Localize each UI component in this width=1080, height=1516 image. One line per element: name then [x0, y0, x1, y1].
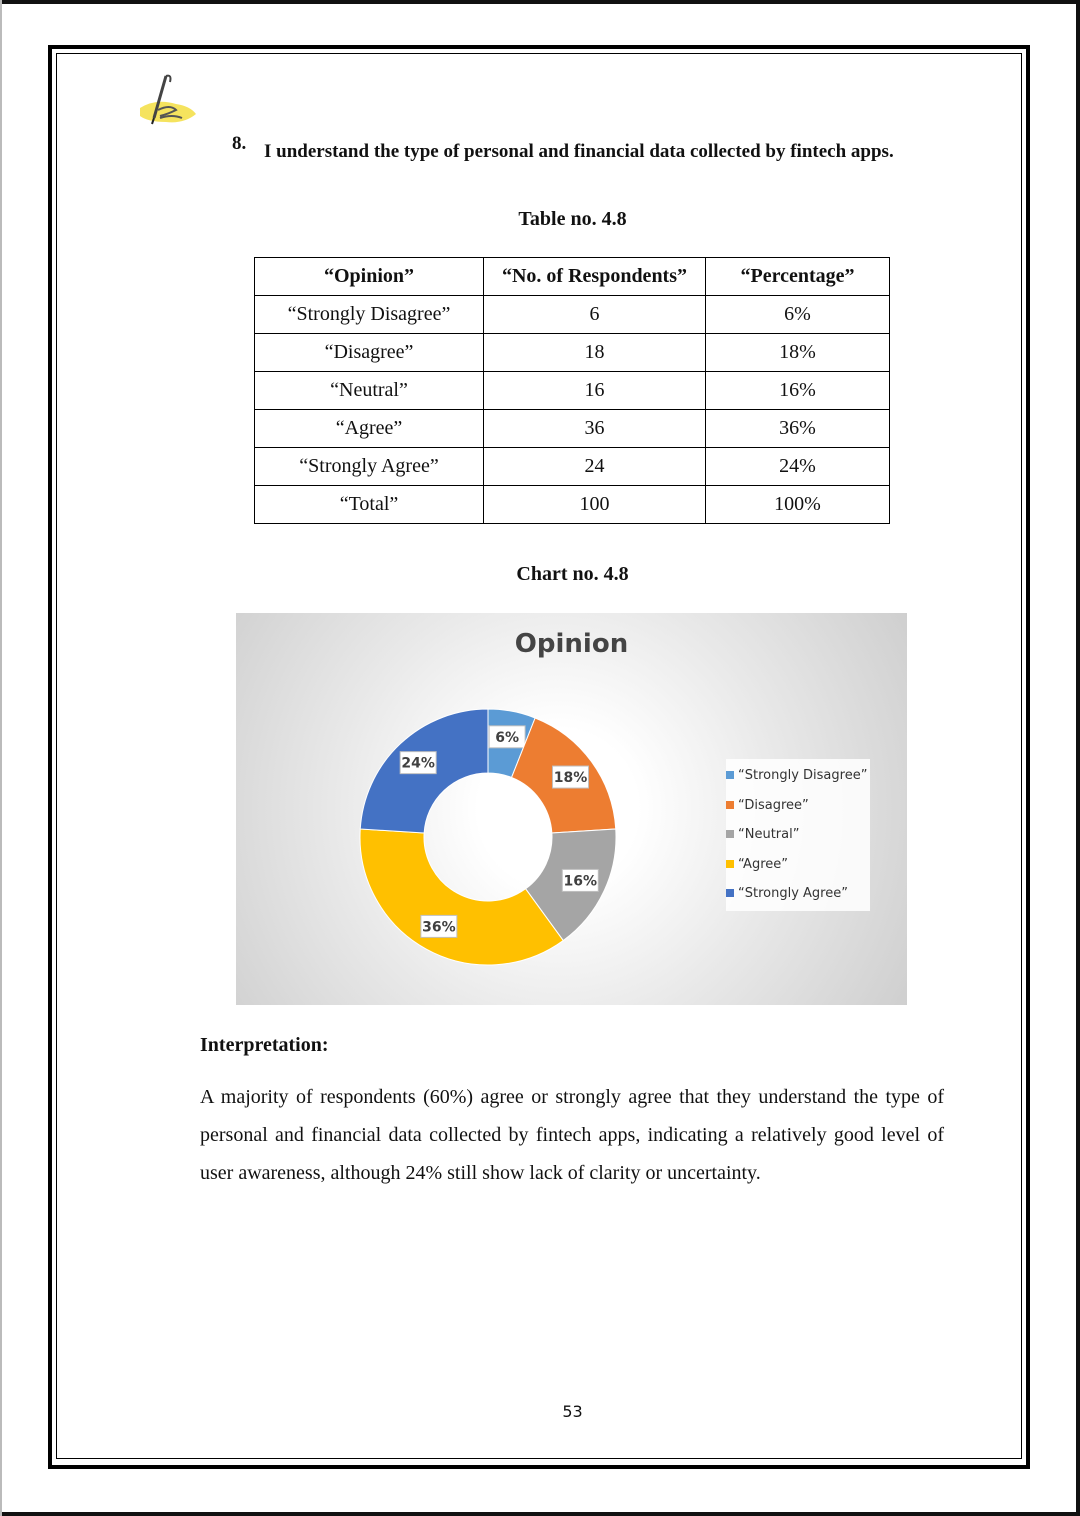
- data-label: [553, 766, 589, 788]
- data-label: [421, 915, 457, 937]
- legend-swatch: [726, 830, 734, 838]
- table-row: [255, 372, 890, 410]
- legend-swatch: [726, 801, 734, 809]
- question-text: I understand the type of personal and financial data collected by fintech apps.: [264, 141, 894, 162]
- legend-item: [726, 820, 870, 850]
- pen-logo-icon: [136, 70, 200, 130]
- cell-respondents: 6: [484, 296, 706, 334]
- cell-respondents: 18: [484, 334, 706, 372]
- table-header-row: [255, 258, 890, 296]
- cell-percentage: 36%: [706, 410, 890, 448]
- table-row: [255, 296, 890, 334]
- data-label-text: 24%: [401, 755, 435, 772]
- table-row: [255, 410, 890, 448]
- cell-percentage: 18%: [706, 334, 890, 372]
- legend-label: “Strongly Disagree”: [738, 768, 868, 783]
- chart-caption: Chart no. 4.8: [516, 563, 629, 585]
- legend-label: “Disagree”: [738, 797, 809, 813]
- doughnut-chart: [236, 613, 907, 1005]
- cell-percentage: 16%: [706, 372, 890, 410]
- chart-legend: [726, 759, 870, 911]
- table-row: [255, 448, 890, 486]
- cell-respondents: 36: [484, 410, 706, 448]
- data-label: [562, 869, 598, 891]
- cell-opinion: “Total”: [255, 486, 484, 524]
- page-edge-bottom: [0, 1512, 1080, 1516]
- cell-percentage: 24%: [706, 448, 890, 486]
- table-row: [255, 334, 890, 372]
- legend-item: [726, 850, 870, 880]
- page-edge-top: [0, 0, 1080, 4]
- header-opinion: “Opinion”: [255, 258, 484, 296]
- legend-swatch: [726, 860, 734, 868]
- table-caption: Table no. 4.8: [518, 208, 627, 230]
- legend-label: “Agree”: [738, 856, 788, 872]
- cell-respondents: 16: [484, 372, 706, 410]
- interpretation-body: A majority of respondents (60%) agree or strongly agree that they understand the type of personal and financial data collected by fintech apps, indicating a relatively good level of user awareness, although 24% still show lack of clarity or uncertainty.: [200, 1086, 944, 1184]
- chart-title: Opinion: [514, 629, 629, 659]
- legend-item: [726, 791, 870, 821]
- cell-opinion: “Neutral”: [255, 372, 484, 410]
- header-respondents: “No. of Respondents”: [484, 258, 706, 296]
- cell-opinion: “Agree”: [255, 410, 484, 448]
- header-percentage: “Percentage”: [706, 258, 890, 296]
- page-number: 53: [562, 1402, 583, 1421]
- data-label-text: 16%: [563, 873, 598, 890]
- cell-opinion: “Disagree”: [255, 334, 484, 372]
- cell-percentage: 100%: [706, 486, 890, 524]
- cell-percentage: 6%: [706, 296, 890, 334]
- legend-label: “Neutral”: [738, 827, 800, 842]
- question-number: 8.: [232, 133, 247, 154]
- legend-label: “Strongly Agree”: [738, 886, 848, 901]
- legend-swatch: [726, 889, 734, 897]
- legend-swatch: [726, 771, 734, 779]
- legend-item: [726, 761, 870, 791]
- interpretation-heading: Interpretation:: [200, 1034, 329, 1056]
- cell-respondents: 100: [484, 486, 706, 524]
- table-row-total: [255, 486, 890, 524]
- legend-item: [726, 879, 870, 909]
- opinion-table: [254, 257, 890, 524]
- data-label-text: 36%: [422, 919, 456, 936]
- cell-respondents: 24: [484, 448, 706, 486]
- data-label-text: 6%: [495, 729, 520, 746]
- cell-opinion: “Strongly Disagree”: [255, 296, 484, 334]
- data-label: [400, 752, 436, 774]
- data-label-text: 18%: [553, 770, 588, 787]
- data-label: [489, 726, 525, 748]
- cell-opinion: “Strongly Agree”: [255, 448, 484, 486]
